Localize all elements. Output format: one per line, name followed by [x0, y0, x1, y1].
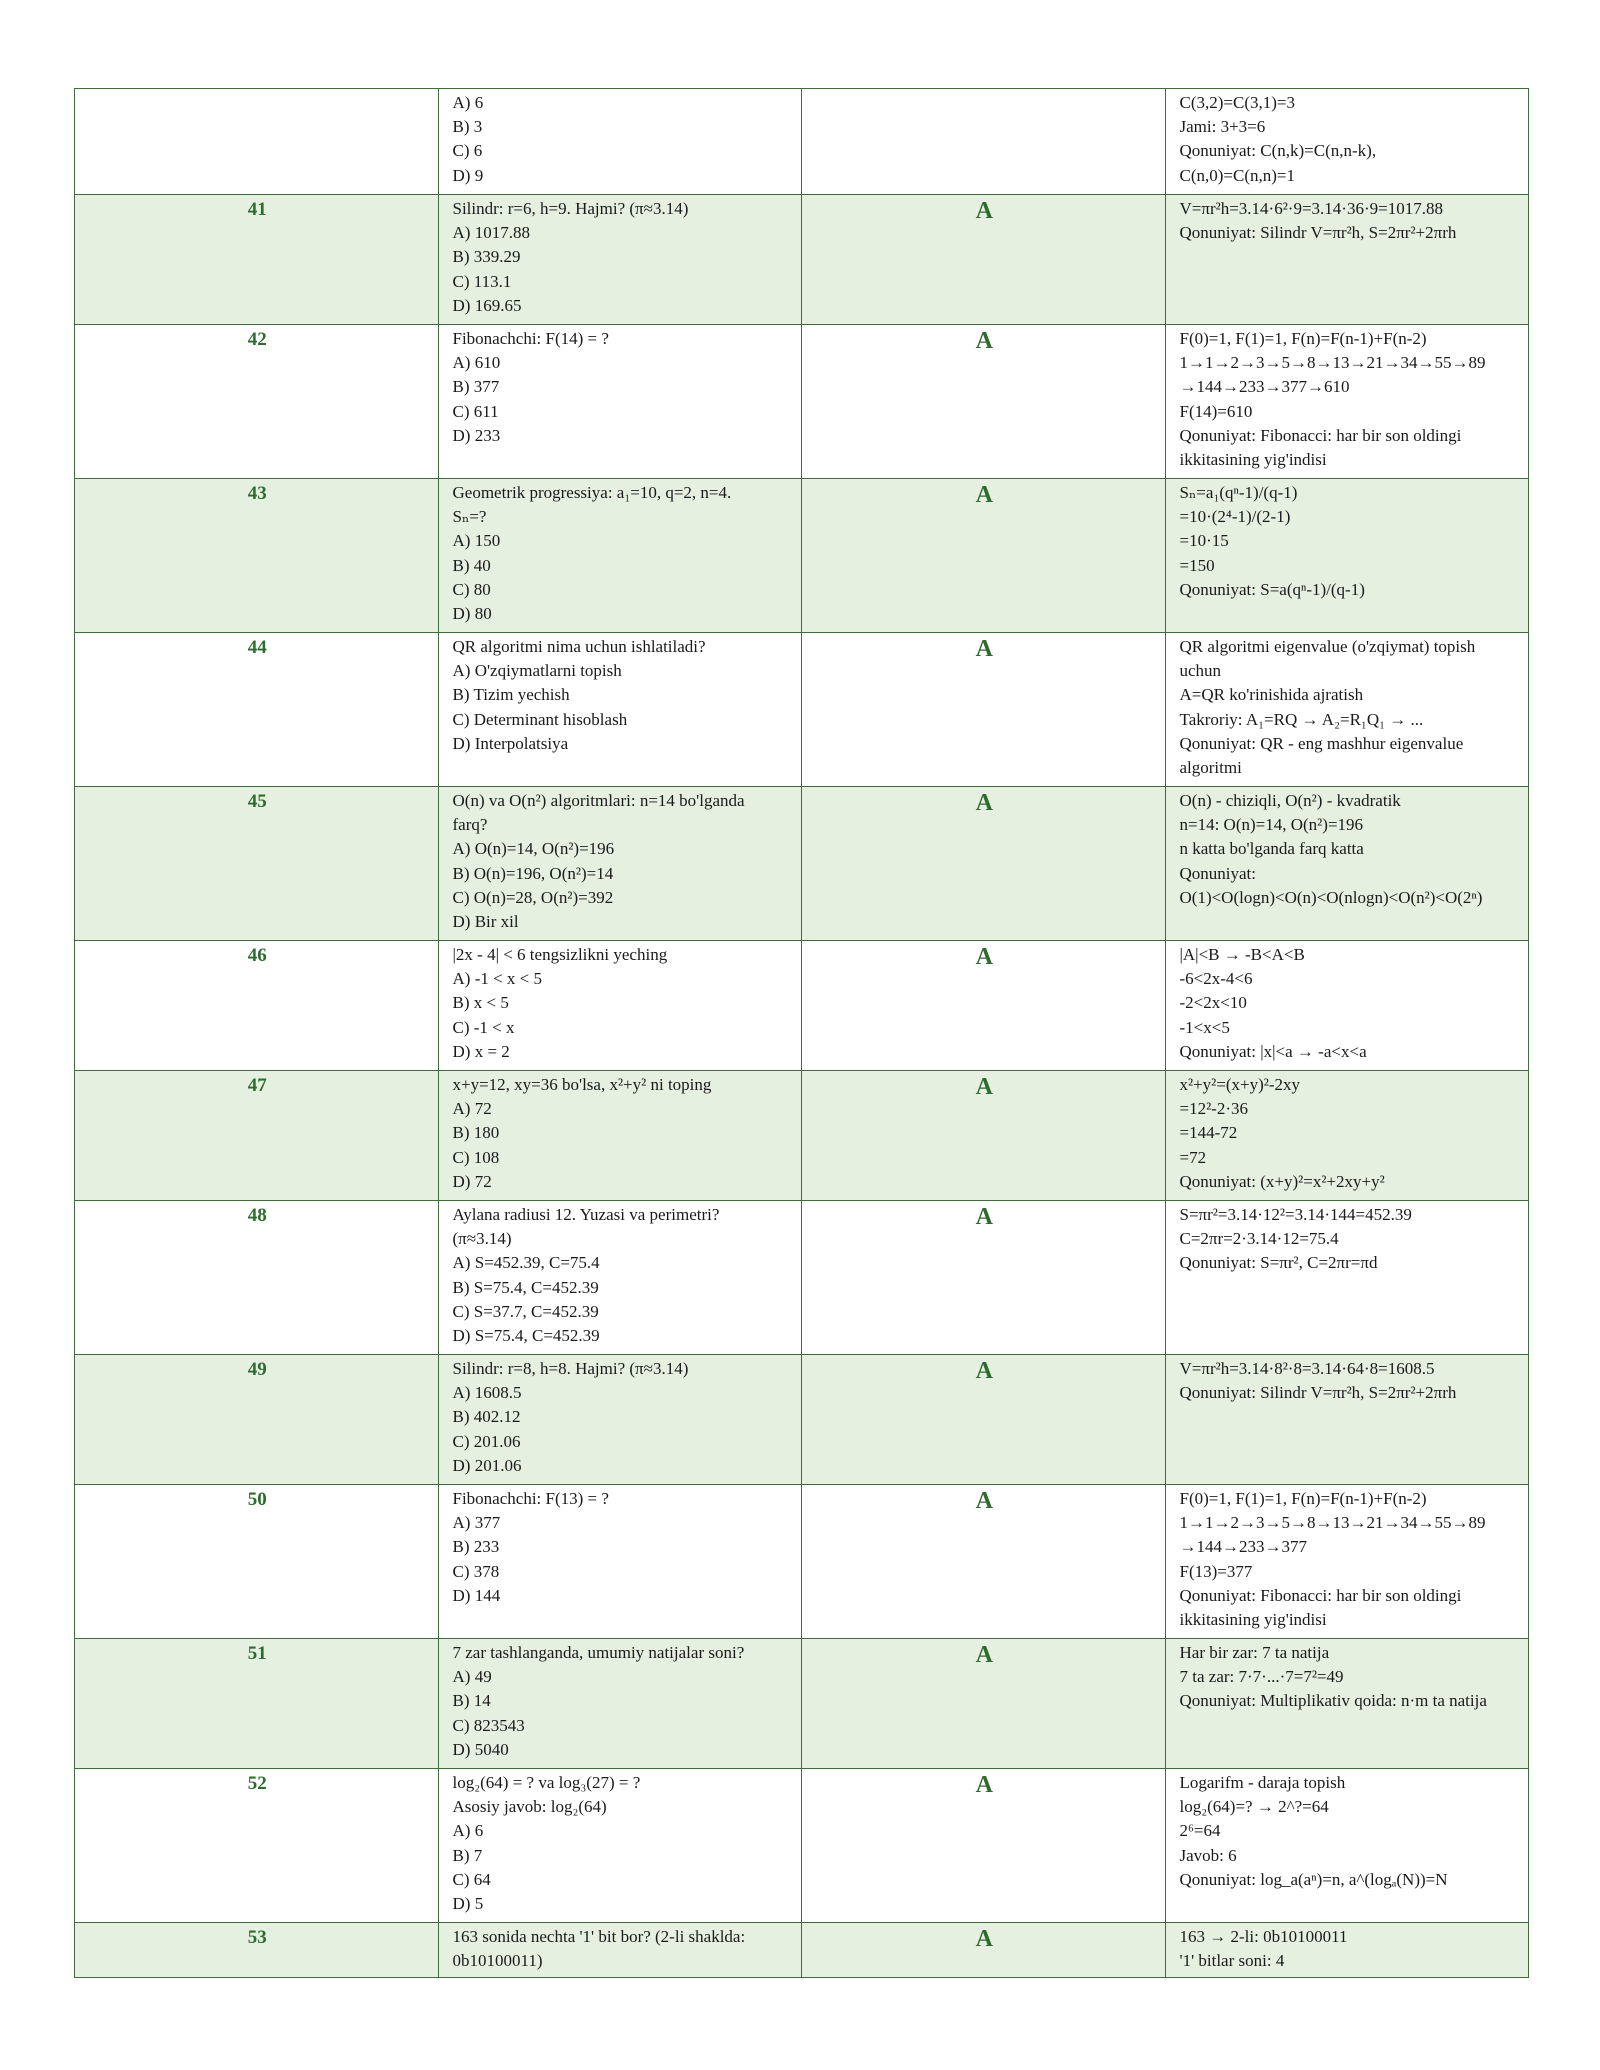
table-row: [75, 89, 1529, 195]
explanation-line: 1→1→2→3→5→8→13→21→34→55→89: [1179, 353, 1486, 373]
answer-table-body: [75, 89, 1529, 1978]
question-line: D) 5: [452, 1894, 484, 1914]
question-line: B) 40: [452, 555, 491, 575]
question-line: A) 49: [452, 1667, 492, 1687]
explanation-line: C=2πr=2·3.14·12=75.4: [1179, 1229, 1339, 1249]
question-cell: [438, 1769, 802, 1923]
explanation-line: Qonuniyat: C(n,k)=C(n,n-k),: [1179, 141, 1377, 161]
explanation-line: →144→233→377: [1179, 1537, 1307, 1557]
question-line: C) 378: [452, 1561, 500, 1581]
question-line: log₂(64) = ? va log₃(27) = ?: [452, 1773, 641, 1792]
question-line: C) S=37.7, C=452.39: [452, 1301, 599, 1321]
explanation-line: n katta bo'lganda farq katta: [1179, 839, 1364, 859]
correct-answer: A: [802, 1769, 1166, 1923]
explanation-line: S=πr²=3.14·12²=3.14·144=452.39: [1179, 1205, 1412, 1224]
explanation-line: →144→233→377→610: [1179, 377, 1350, 397]
explanation-line: F(14)=610: [1179, 401, 1253, 421]
question-line: C) O(n)=28, O(n²)=392: [452, 887, 614, 907]
question-line: C) Determinant hisoblash: [452, 709, 628, 729]
explanation-cell: [1165, 195, 1529, 325]
question-cell: [438, 1201, 802, 1355]
explanation-line: Har bir zar: 7 ta natija: [1179, 1643, 1330, 1662]
question-line: C) 611: [452, 401, 499, 421]
explanation-line: -1<x<5: [1179, 1017, 1230, 1037]
question-line: C) 80: [452, 579, 491, 599]
explanation-line: 2⁶=64: [1179, 1821, 1221, 1841]
explanation-line: -2<2x<10: [1179, 993, 1247, 1013]
explanation-line: Qonuniyat: QR - eng mashhur eigenvalue: [1179, 733, 1464, 753]
table-row: [75, 1639, 1529, 1769]
question-line: farq?: [452, 815, 488, 835]
question-number: 50: [75, 1485, 439, 1639]
question-line: A) 1608.5: [452, 1383, 522, 1403]
explanation-cell: [1165, 1485, 1529, 1639]
question-number: 42: [75, 325, 439, 479]
question-line: Silindr: r=6, h=9. Hajmi? (π≈3.14): [452, 199, 689, 218]
question-line: B) 233: [452, 1537, 500, 1557]
explanation-line: Qonuniyat: log_a(aⁿ)=n, a^(logₐ(N))=N: [1179, 1869, 1448, 1889]
explanation-cell: [1165, 1355, 1529, 1485]
explanation-cell: [1165, 941, 1529, 1071]
question-line: C) 108: [452, 1147, 500, 1167]
question-cell: [438, 1071, 802, 1201]
explanation-line: O(1)<O(logn)<O(n)<O(nlogn)<O(n²)<O(2ⁿ): [1179, 887, 1483, 907]
question-number: [75, 89, 439, 195]
explanation-cell: [1165, 633, 1529, 787]
explanation-line: Sₙ=a₁(qⁿ-1)/(q-1): [1179, 483, 1298, 502]
question-line: Fibonachchi: F(14) = ?: [452, 329, 609, 348]
explanation-cell: [1165, 1923, 1529, 1978]
correct-answer: [802, 89, 1166, 195]
question-cell: [438, 633, 802, 787]
table-row: [75, 1071, 1529, 1201]
question-line: D) x = 2: [452, 1041, 510, 1061]
question-line: B) 7: [452, 1845, 483, 1865]
explanation-line: Qonuniyat: Multiplikativ qoida: n·m ta natija: [1179, 1691, 1487, 1711]
question-line: B) S=75.4, C=452.39: [452, 1277, 599, 1297]
question-cell: [438, 1485, 802, 1639]
question-line: B) 377: [452, 377, 500, 397]
question-line: D) 80: [452, 604, 492, 624]
table-row: [75, 633, 1529, 787]
question-cell: [438, 1639, 802, 1769]
explanation-line: =72: [1179, 1147, 1207, 1167]
table-row: [75, 787, 1529, 941]
question-number: 43: [75, 479, 439, 633]
correct-answer: A: [802, 1355, 1166, 1485]
question-line: A) 150: [452, 531, 501, 551]
explanation-line: n=14: O(n)=14, O(n²)=196: [1179, 815, 1364, 835]
question-cell: [438, 195, 802, 325]
question-line: A) 377: [452, 1513, 501, 1533]
table-row: [75, 1355, 1529, 1485]
explanation-line: uchun: [1179, 661, 1222, 681]
explanation-cell: [1165, 1769, 1529, 1923]
question-line: D) Bir xil: [452, 912, 519, 932]
question-cell: [438, 941, 802, 1071]
explanation-line: F(0)=1, F(1)=1, F(n)=F(n-1)+F(n-2): [1179, 1489, 1427, 1508]
explanation-line: x²+y²=(x+y)²-2xy: [1179, 1075, 1301, 1094]
question-number: 44: [75, 633, 439, 787]
question-line: Sₙ=?: [452, 507, 487, 527]
table-row: [75, 195, 1529, 325]
question-number: 46: [75, 941, 439, 1071]
question-cell: [438, 325, 802, 479]
explanation-line: log₂(64)=? → 2^?=64: [1179, 1797, 1329, 1817]
question-line: B) O(n)=196, O(n²)=14: [452, 863, 614, 883]
explanation-line: V=πr²h=3.14·6²·9=3.14·36·9=1017.88: [1179, 199, 1443, 218]
question-line: B) 402.12: [452, 1407, 521, 1427]
explanation-line: -6<2x-4<6: [1179, 969, 1253, 989]
question-line: A) 1017.88: [452, 223, 530, 243]
explanation-cell: [1165, 1201, 1529, 1355]
question-line: D) 233: [452, 425, 501, 445]
table-row: [75, 941, 1529, 1071]
question-line: O(n) va O(n²) algoritmlari: n=14 bo'lganda: [452, 791, 745, 810]
question-number: 52: [75, 1769, 439, 1923]
table-row: [75, 1769, 1529, 1923]
question-line: D) 169.65: [452, 295, 522, 315]
question-line: C) 64: [452, 1869, 491, 1889]
question-line: B) x < 5: [452, 993, 509, 1013]
question-line: C) 113.1: [452, 271, 512, 291]
correct-answer: A: [802, 1485, 1166, 1639]
explanation-cell: [1165, 89, 1529, 195]
question-cell: [438, 1923, 802, 1978]
question-number: 41: [75, 195, 439, 325]
question-line: D) 5040: [452, 1739, 509, 1759]
question-number: 48: [75, 1201, 439, 1355]
question-line: D) 9: [452, 165, 484, 185]
explanation-cell: [1165, 325, 1529, 479]
correct-answer: A: [802, 325, 1166, 479]
question-line: A) 6: [452, 93, 484, 112]
correct-answer: A: [802, 1071, 1166, 1201]
explanation-line: =12²-2·36: [1179, 1099, 1249, 1119]
explanation-line: Javob: 6: [1179, 1845, 1237, 1865]
question-line: Fibonachchi: F(13) = ?: [452, 1489, 609, 1508]
correct-answer: A: [802, 633, 1166, 787]
explanation-line: O(n) - chiziqli, O(n²) - kvadratik: [1179, 791, 1401, 810]
question-line: A) 610: [452, 353, 501, 373]
explanation-line: |A|<B → -B<A<B: [1179, 945, 1305, 964]
question-line: |2x - 4| < 6 tengsizlikni yeching: [452, 945, 668, 964]
explanation-line: F(13)=377: [1179, 1561, 1253, 1581]
correct-answer: A: [802, 195, 1166, 325]
explanation-line: 1→1→2→3→5→8→13→21→34→55→89: [1179, 1513, 1486, 1533]
explanation-cell: [1165, 1071, 1529, 1201]
explanation-cell: [1165, 1639, 1529, 1769]
correct-answer: A: [802, 1639, 1166, 1769]
explanation-line: V=πr²h=3.14·8²·8=3.14·64·8=1608.5: [1179, 1359, 1435, 1378]
question-number: 51: [75, 1639, 439, 1769]
explanation-line: 7 ta zar: 7·7·...·7=7²=49: [1179, 1667, 1344, 1687]
table-row: [75, 1201, 1529, 1355]
question-line: 7 zar tashlanganda, umumiy natijalar soni?: [452, 1643, 745, 1662]
question-cell: [438, 1355, 802, 1485]
question-line: C) 201.06: [452, 1431, 521, 1451]
question-cell: [438, 479, 802, 633]
explanation-line: Takroriy: A₁=RQ → A₂=R₁Q₁ → ...: [1179, 709, 1424, 729]
explanation-line: '1' bitlar soni: 4: [1179, 1951, 1285, 1971]
explanation-line: C(n,0)=C(n,n)=1: [1179, 165, 1295, 185]
question-cell: [438, 787, 802, 941]
explanation-line: algoritmi: [1179, 758, 1242, 778]
question-number: 49: [75, 1355, 439, 1485]
question-line: D) Interpolatsiya: [452, 733, 569, 753]
correct-answer: A: [802, 787, 1166, 941]
explanation-line: ikkitasining yig'indisi: [1179, 450, 1327, 470]
table-row: [75, 1923, 1529, 1978]
question-number: 47: [75, 1071, 439, 1201]
explanation-line: Qonuniyat:: [1179, 863, 1256, 883]
explanation-line: C(3,2)=C(3,1)=3: [1179, 93, 1295, 112]
explanation-line: Qonuniyat: Fibonacci: har bir son oldingi: [1179, 1585, 1462, 1605]
table-row: [75, 1485, 1529, 1639]
question-line: C) 823543: [452, 1715, 525, 1735]
question-cell: [438, 89, 802, 195]
question-line: D) S=75.4, C=452.39: [452, 1326, 600, 1346]
question-line: B) 339.29: [452, 247, 521, 267]
explanation-cell: [1165, 479, 1529, 633]
correct-answer: A: [802, 479, 1166, 633]
question-line: D) 144: [452, 1585, 501, 1605]
explanation-line: Qonuniyat: |x|<a → -a<x<a: [1179, 1041, 1367, 1061]
explanation-line: Qonuniyat: Silindr V=πr²h, S=2πr²+2πrh: [1179, 223, 1457, 243]
explanation-line: Qonuniyat: Fibonacci: har bir son oldingi: [1179, 425, 1462, 445]
question-line: Silindr: r=8, h=8. Hajmi? (π≈3.14): [452, 1359, 689, 1378]
explanation-line: QR algoritmi eigenvalue (o'zqiymat) topish: [1179, 637, 1476, 656]
table-row: [75, 479, 1529, 633]
question-line: Asosiy javob: log₂(64): [452, 1797, 607, 1817]
explanation-line: =10·15: [1179, 531, 1229, 551]
question-line: A) S=452.39, C=75.4: [452, 1253, 600, 1273]
correct-answer: A: [802, 1201, 1166, 1355]
question-line: Aylana radiusi 12. Yuzasi va perimetri?: [452, 1205, 720, 1224]
question-line: B) 180: [452, 1123, 500, 1143]
answer-table: [74, 88, 1529, 1978]
explanation-line: Logarifm - daraja topish: [1179, 1773, 1346, 1792]
question-line: x+y=12, xy=36 bo'lsa, x²+y² ni toping: [452, 1075, 712, 1094]
question-number: 45: [75, 787, 439, 941]
explanation-line: 163 → 2-li: 0b10100011: [1179, 1927, 1348, 1946]
question-line: A) O'zqiymatlarni topish: [452, 661, 622, 681]
explanation-line: Qonuniyat: S=a(qⁿ-1)/(q-1): [1179, 579, 1365, 599]
question-number: 53: [75, 1923, 439, 1978]
table-row: [75, 325, 1529, 479]
explanation-line: =144-72: [1179, 1123, 1238, 1143]
question-line: D) 201.06: [452, 1455, 522, 1475]
question-line: A) 72: [452, 1099, 492, 1119]
question-line: A) O(n)=14, O(n²)=196: [452, 839, 615, 859]
question-line: 163 sonida nechta '1' bit bor? (2-li shaklda:: [452, 1927, 746, 1946]
question-line: B) Tizim yechish: [452, 685, 570, 705]
question-line: A) -1 < x < 5: [452, 969, 543, 989]
explanation-line: ikkitasining yig'indisi: [1179, 1610, 1327, 1630]
explanation-line: Qonuniyat: S=πr², C=2πr=πd: [1179, 1253, 1378, 1273]
question-line: C) 6: [452, 141, 483, 161]
question-line: B) 14: [452, 1691, 491, 1711]
explanation-cell: [1165, 787, 1529, 941]
question-line: 0b10100011): [452, 1951, 543, 1971]
correct-answer: A: [802, 941, 1166, 1071]
explanation-line: Qonuniyat: Silindr V=πr²h, S=2πr²+2πrh: [1179, 1383, 1457, 1403]
explanation-line: Qonuniyat: (x+y)²=x²+2xy+y²: [1179, 1171, 1385, 1191]
explanation-line: =10·(2⁴-1)/(2-1): [1179, 507, 1291, 527]
question-line: (π≈3.14): [452, 1229, 512, 1249]
question-line: Geometrik progressiya: a₁=10, q=2, n=4.: [452, 483, 732, 502]
correct-answer: A: [802, 1923, 1166, 1978]
explanation-line: Jami: 3+3=6: [1179, 117, 1266, 137]
question-line: C) -1 < x: [452, 1017, 515, 1037]
explanation-line: F(0)=1, F(1)=1, F(n)=F(n-1)+F(n-2): [1179, 329, 1427, 348]
answer-table-page: [74, 88, 1528, 1978]
question-line: A) 6: [452, 1821, 484, 1841]
question-line: QR algoritmi nima uchun ishlatiladi?: [452, 637, 706, 656]
explanation-line: =150: [1179, 555, 1215, 575]
question-line: D) 72: [452, 1171, 492, 1191]
explanation-line: A=QR ko'rinishida ajratish: [1179, 685, 1364, 705]
question-line: B) 3: [452, 117, 483, 137]
